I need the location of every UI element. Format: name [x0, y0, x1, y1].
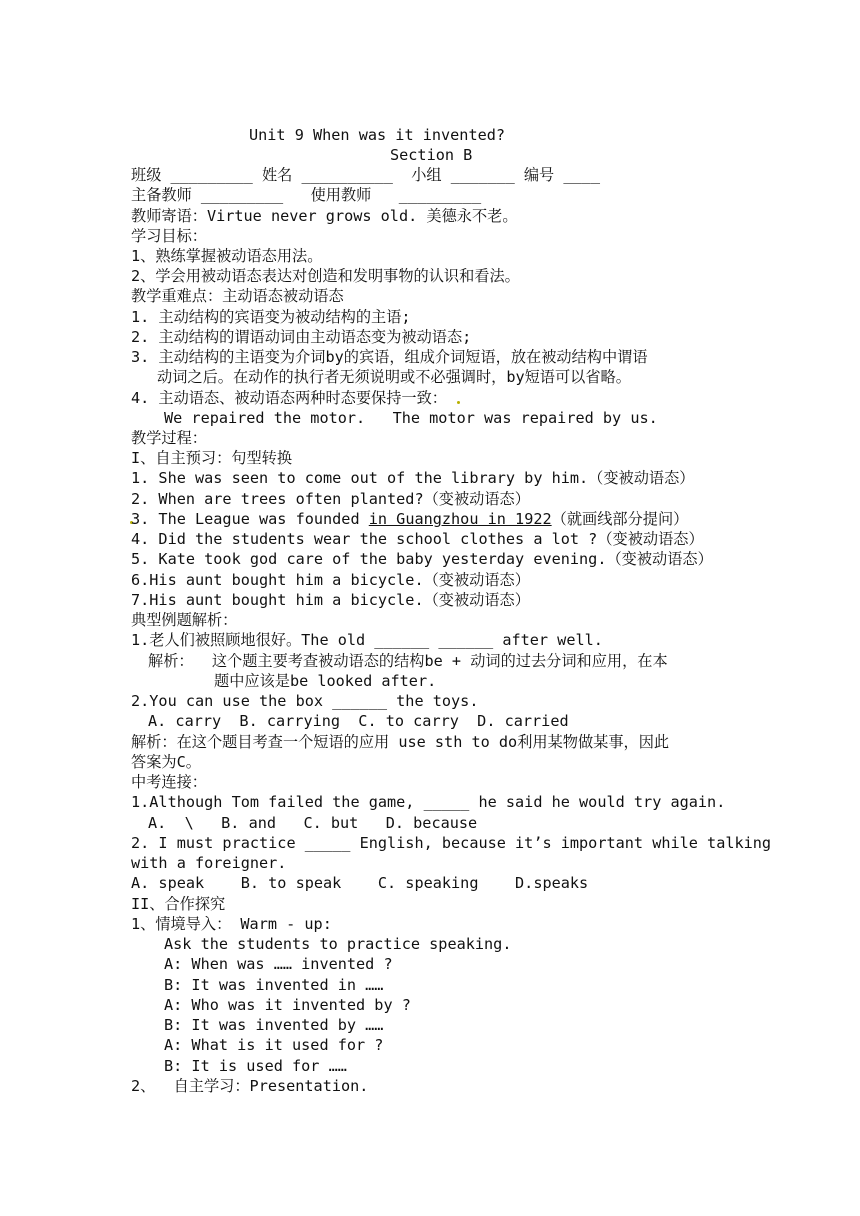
exercise-item: 7.His aunt bought him a bicycle.（变被动语态）: [131, 591, 530, 609]
exercise-item: 6.His aunt bought him a bicycle.（变被动语态）: [131, 571, 530, 589]
exercise-instruction: （就画线部分提问）: [551, 510, 689, 528]
document-title: Unit 9 When was it invented?: [249, 126, 506, 144]
exam-question: 1.Although Tom failed the game, _____ he said he would try again.: [131, 793, 726, 811]
key-point-item: 1. 主动结构的宾语变为被动结构的主语;: [131, 308, 411, 326]
teacher-motto: 教师寄语：Virtue never grows old. 美德永不老。: [131, 207, 518, 225]
example-analysis: 解析： 这个题主要考查被动语态的结构be + 动词的过去分词和应用，在本: [148, 652, 668, 670]
exercise-item-text: 3. The League was founded: [131, 510, 369, 528]
example-analysis-continuation: 答案为C。: [131, 753, 201, 771]
dialogue-line: B: It is used for ……: [164, 1057, 347, 1075]
dialogue-line: A: When was …… invented ?: [164, 955, 393, 973]
exam-options: A. \ B. and C. but D. because: [148, 814, 478, 832]
dialogue-line: A: Who was it invented by ?: [164, 996, 411, 1014]
dialogue-line: A: What is it used for ?: [164, 1036, 384, 1054]
stray-mark: [457, 401, 460, 404]
key-point-item: 3. 主动结构的主语变为介词by的宾语，组成介词短语，放在被动结构中谓语: [131, 348, 648, 366]
exercise-item: 5. Kate took god care of the baby yesterday evening.（变被动语态）: [131, 550, 713, 568]
teacher-info-line: 主备教师 _________ 使用教师 _________: [131, 186, 482, 204]
underlined-phrase: in Guangzhou in 1922: [368, 510, 552, 528]
example-options: A. carry B. carrying C. to carry D. carried: [148, 712, 569, 730]
example-question: 1.老人们被照顾地很好。The old ______ ______ after well.: [131, 631, 603, 649]
exercise-item: [131, 509, 688, 529]
dialogue-line: B: It was invented in ……: [164, 976, 384, 994]
key-point-item: 4. 主动语态、被动语态两种时态要保持一致：: [131, 389, 447, 407]
exercise-item: 4. Did the students wear the school clothes a lot ?（变被动语态）: [131, 530, 704, 548]
exam-link-heading: 中考连接：: [131, 773, 207, 791]
example-analysis: 解析：在这个题目考查一个短语的应用 use sth to do利用某物做某事，因此: [131, 733, 670, 751]
exercise-item: 1. She was seen to come out of the library by him.（变被动语态）: [131, 469, 695, 487]
dialogue-line: Ask the students to practice speaking.: [164, 935, 512, 953]
preview-heading: I、自主预习：句型转换: [131, 449, 293, 467]
key-point-example: We repaired the motor. The motor was repaired by us.: [164, 409, 658, 427]
key-points-heading: 教学重难点：主动语态被动语态: [131, 287, 344, 305]
objectives-heading: 学习目标：: [131, 227, 207, 245]
objective-item: 1、熟练掌握被动语态用法。: [131, 247, 323, 265]
exam-question-continuation: with a foreigner.: [131, 854, 287, 872]
exam-question: 2. I must practice _____ English, because it’s important while talking: [131, 834, 772, 852]
example-analysis-continuation: 题中应该是be looked after.: [214, 672, 437, 690]
student-info-line: 班级 _________ 姓名 __________ 小组 _______ 编号 ____: [131, 166, 600, 184]
presentation-heading: 2、 自主学习：Presentation.: [131, 1077, 369, 1095]
key-point-item: 2. 主动结构的谓语动词由主动语态变为被动语态;: [131, 328, 472, 346]
dialogue-line: B: It was invented by ……: [164, 1016, 384, 1034]
section-title: Section B: [390, 146, 473, 164]
objective-item: 2、学会用被动语态表达对创造和发明事物的认识和看法。: [131, 267, 520, 285]
exam-options: A. speak B. to speak C. speaking D.speaks: [131, 874, 589, 892]
examples-heading: 典型例题解析：: [131, 611, 238, 629]
key-point-continuation: 动词之后。在动作的执行者无须说明或不必强调时，by短语可以省略。: [157, 368, 631, 386]
example-question: 2.You can use the box ______ the toys.: [131, 692, 479, 710]
cooperate-heading: II、合作探究: [131, 895, 226, 913]
exercise-item: 2. When are trees often planted?（变被动语态）: [131, 490, 530, 508]
process-heading: 教学过程：: [131, 429, 207, 447]
warmup-heading: 1、情境导入： Warm - up:: [131, 915, 332, 933]
